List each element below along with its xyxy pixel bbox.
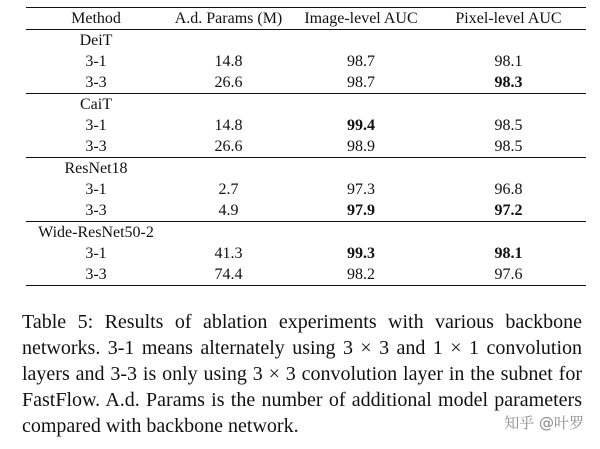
table-row: [26, 243, 586, 264]
table-row: [26, 115, 586, 136]
cell-params: 74.4: [214, 266, 243, 283]
cell-params: 41.3: [214, 245, 243, 262]
table-row: [26, 200, 586, 222]
cell-pixel-auc: 98.3: [494, 74, 523, 91]
empty-cell: [166, 222, 291, 244]
cell-image-auc: 98.9: [347, 138, 375, 155]
group-header-row: [26, 30, 586, 52]
cell-params: 26.6: [214, 74, 243, 91]
cell-image-auc: 98.2: [347, 266, 375, 283]
cell-method: 3-3: [85, 74, 107, 91]
cell-image-auc: 99.4: [347, 117, 375, 134]
empty-cell: [431, 222, 586, 244]
cell-method: 3-1: [85, 181, 107, 198]
cell-pixel-auc: 98.5: [494, 138, 523, 155]
empty-cell: [291, 158, 431, 180]
cell-method: 3-1: [85, 53, 107, 70]
cell-method: 3-3: [85, 138, 107, 155]
table-row: [26, 179, 586, 200]
table-body: [26, 30, 586, 286]
empty-cell: [166, 94, 291, 116]
watermark: 知乎 @叶罗: [504, 414, 584, 432]
cell-method: 3-1: [85, 245, 107, 262]
cell-params: 4.9: [218, 202, 239, 219]
cell-params: 14.8: [214, 117, 243, 134]
empty-cell: [291, 222, 431, 244]
cell-image-auc: 98.7: [347, 53, 375, 70]
column-header-params: A.d. Params (M): [174, 10, 283, 27]
empty-cell: [291, 30, 431, 52]
table-header-row: [26, 8, 586, 30]
group-name: ResNet18: [64, 160, 128, 177]
cell-params: 26.6: [214, 138, 243, 155]
cell-pixel-auc: 98.5: [494, 117, 523, 134]
results-table-container: [26, 7, 586, 286]
column-header-pixel-auc: Pixel-level AUC: [455, 10, 562, 27]
empty-cell: [166, 30, 291, 52]
cell-image-auc: 99.3: [347, 245, 375, 262]
cell-pixel-auc: 96.8: [494, 181, 523, 198]
empty-cell: [431, 94, 586, 116]
cell-image-auc: 98.7: [347, 74, 375, 91]
empty-cell: [291, 94, 431, 116]
table-row: [26, 264, 586, 286]
table-row: [26, 51, 586, 72]
group-name: CaiT: [80, 96, 112, 113]
group-header-row: [26, 158, 586, 180]
cell-method: 3-3: [85, 202, 107, 219]
cell-method: 3-3: [85, 266, 107, 283]
cell-pixel-auc: 97.2: [494, 202, 523, 219]
group-name: DeiT: [79, 32, 113, 49]
cell-pixel-auc: 97.6: [494, 266, 523, 283]
table-row: [26, 72, 586, 94]
empty-cell: [166, 158, 291, 180]
group-header-row: [26, 222, 586, 244]
cell-pixel-auc: 98.1: [494, 245, 523, 262]
cell-pixel-auc: 98.1: [494, 53, 523, 70]
column-header-method: Method: [71, 10, 121, 27]
table-caption: Table 5: Results of ablation experiments with various backbone networks. 3-1 means alternately using 3 × 3 and 1 × 1 convolution layers and 3-3 is only using 3 × 3 convolution layer in the subnet for FastFlow. A.d. Params is the number of additional model parameters compared with backbone network.: [22, 311, 582, 437]
cell-image-auc: 97.3: [347, 181, 375, 198]
cell-method: 3-1: [85, 117, 107, 134]
cell-params: 14.8: [214, 53, 243, 70]
column-header-image-auc: Image-level AUC: [304, 10, 418, 27]
group-name: Wide-ResNet50-2: [38, 224, 154, 241]
empty-cell: [431, 158, 586, 180]
ablation-results-table: [26, 7, 586, 286]
cell-image-auc: 97.9: [347, 202, 375, 219]
group-header-row: [26, 94, 586, 116]
cell-params: 2.7: [218, 181, 239, 198]
table-row: [26, 136, 586, 158]
empty-cell: [431, 30, 586, 52]
